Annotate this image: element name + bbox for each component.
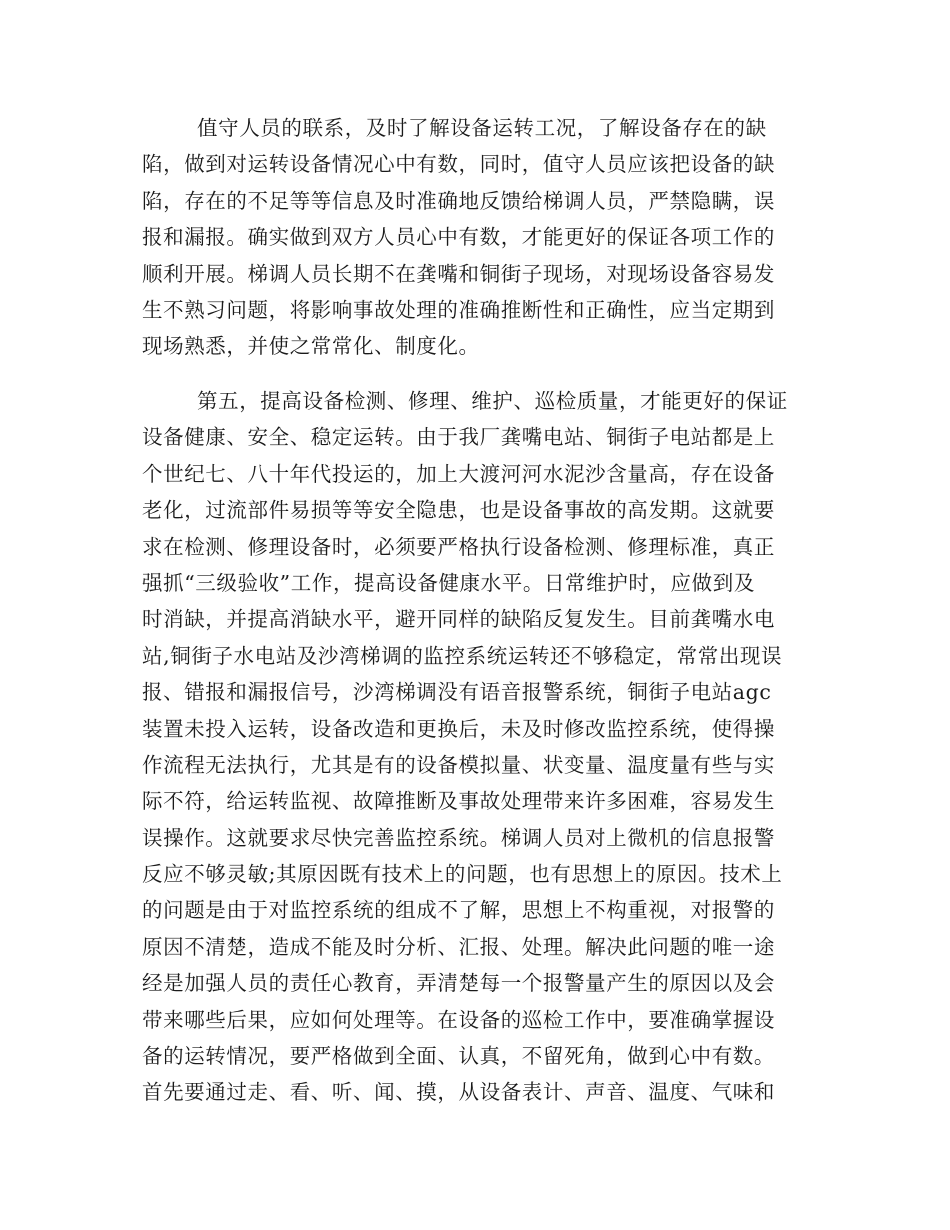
text-line: 设备健康、安全、稳定运转。由于我厂龚嘴电站、铜街子电站都是上 <box>142 425 775 450</box>
text-line: 原因不清楚，造成不能及时分析、汇报、处理。解决此问题的唯一途 <box>142 934 775 959</box>
text-line: 陷，存在的不足等等信息及时准确地反馈给梯调人员，严禁隐瞒，误 <box>142 188 775 213</box>
text-line: 第五，提高设备检测、修理、维护、巡检质量，才能更好的保证 <box>197 389 788 413</box>
text-line: 顺利开展。梯调人员长期不在龚嘴和铜街子现场，对现场设备容易发 <box>142 261 775 286</box>
text-line: 首先要通过走、看、听、闻、摸，从设备表计、声音、温度、气味和 <box>142 1080 775 1105</box>
paragraph-fifth-point <box>142 383 812 1111</box>
text-line: 强抓“三级验收”工作，提高设备健康水平。日常维护时，应做到及 <box>142 570 755 595</box>
text-line: 际不符，给运转监视、故障推断及事故处理带来许多困难，容易发生 <box>142 789 775 814</box>
text-line: 现场熟悉，并使之常常化、制度化。 <box>142 334 480 359</box>
text-line: 值守人员的联系，及时了解设备运转工况，了解设备存在的缺 <box>197 116 767 140</box>
text-line: 备的运转情况，要严格做到全面、认真，不留死角，做到心中有数。 <box>142 1044 775 1069</box>
text-line: 的问题是由于对监控系统的组成不了解，思想上不构重视，对报警的 <box>142 898 775 923</box>
text-line: 陷，做到对运转设备情况心中有数，同时，值守人员应该把设备的缺 <box>142 152 775 177</box>
text-line: 反应不够灵敏;其原因既有技术上的问题，也有思想上的原因。技术上 <box>142 862 783 887</box>
text-line: 报、错报和漏报信号，沙湾梯调没有语音报警系统，铜街子电站agc <box>142 680 772 705</box>
text-line: 带来哪些后果，应如何处理等。在设备的巡检工作中，要准确掌握设 <box>142 1007 775 1032</box>
text-line: 报和漏报。确实做到双方人员心中有数，才能更好的保证各项工作的 <box>142 225 775 250</box>
text-line: 生不熟习问题，将影响事故处理的准确推断性和正确性，应当定期到 <box>142 297 775 322</box>
text-line: 经是加强人员的责任心教育，弄清楚每一个报警量产生的原因以及会 <box>142 971 775 996</box>
text-line: 求在检测、修理设备时，必须要严格执行设备检测、修理标准，真正 <box>142 534 775 559</box>
text-line: 老化，过流部件易损等等安全隐患，也是设备事故的高发期。这就要 <box>142 498 775 523</box>
text-line: 时消缺，并提高消缺水平，避开同样的缺陷反复发生。目前龚嘴水电 <box>142 607 775 632</box>
text-line: 个世纪七、八十年代投运的，加上大渡河河水泥沙含量高，存在设备 <box>142 461 775 486</box>
paragraph-duty-personnel <box>142 110 812 365</box>
text-line: 装置未投入运转，设备改造和更换后，未及时修改监控系统，使得操 <box>142 716 775 741</box>
text-line: 站,铜街子水电站及沙湾梯调的监控系统运转还不够稳定，常常出现误 <box>142 643 783 668</box>
text-line: 作流程无法执行，尤其是有的设备模拟量、状变量、温度量有些与实 <box>142 752 775 777</box>
text-line: 误操作。这就要求尽快完善监控系统。梯调人员对上微机的信息报警 <box>142 825 775 850</box>
